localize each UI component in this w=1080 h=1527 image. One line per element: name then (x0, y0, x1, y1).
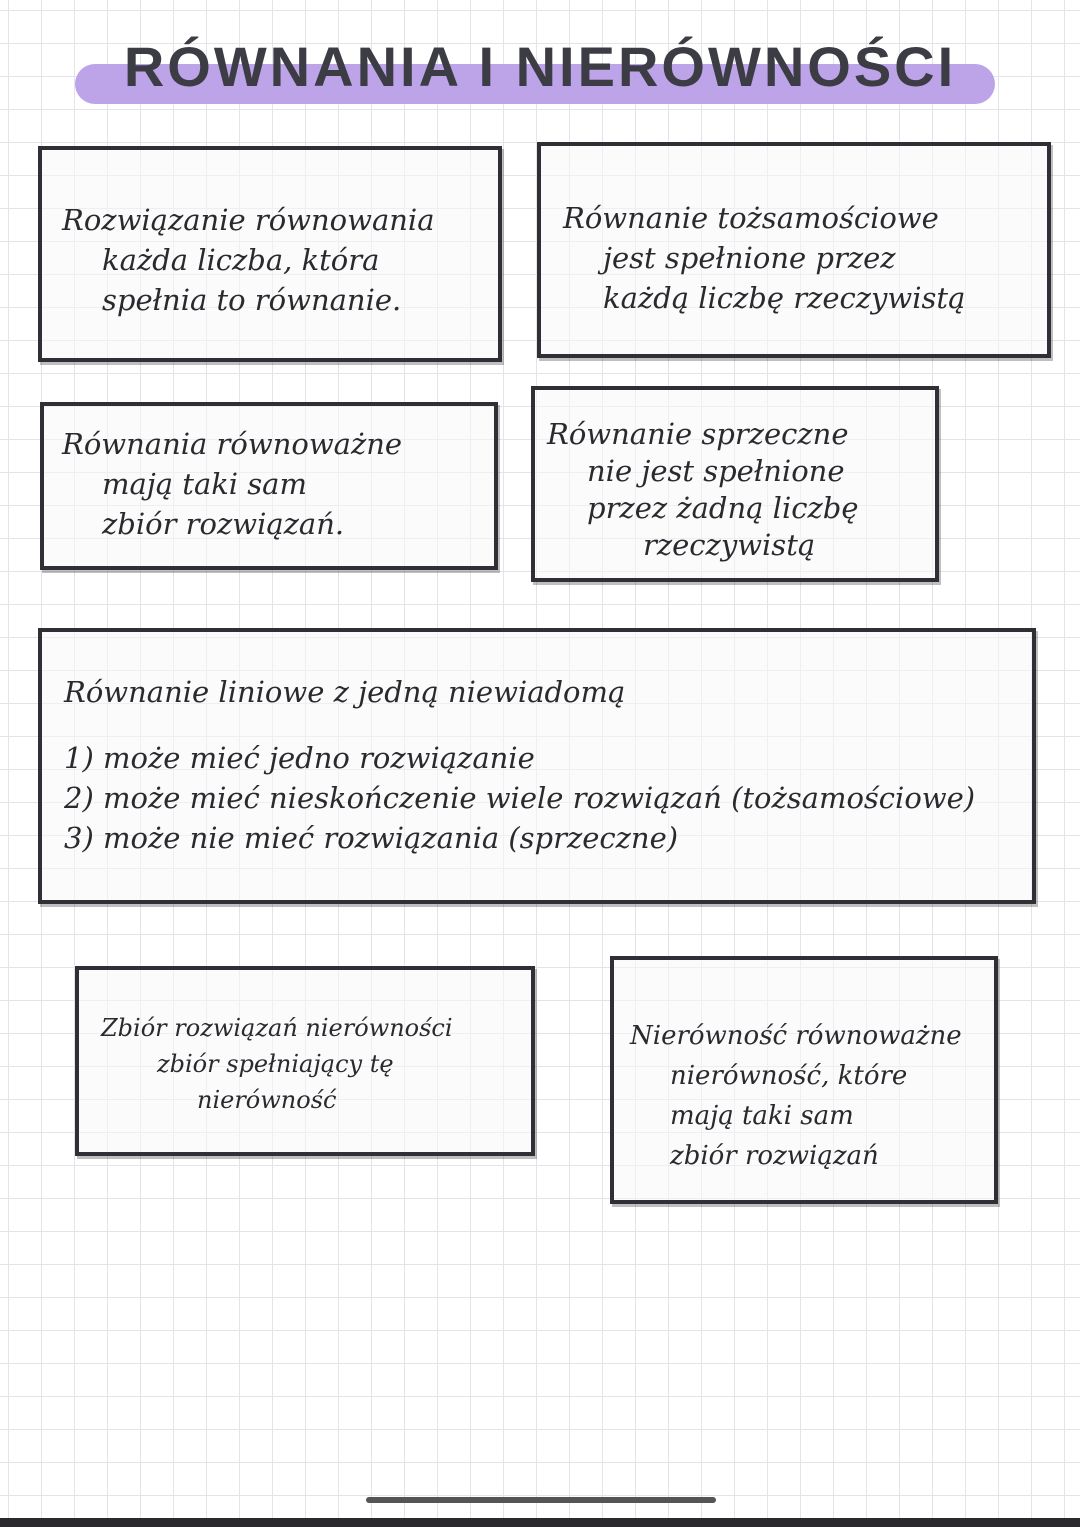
box-line: każdą liczbę rzeczywistą (603, 281, 966, 315)
solution-definition-box (38, 146, 502, 362)
box-line: Nierówność równoważne (630, 1021, 962, 1051)
linear-equation-box (38, 628, 1036, 904)
identity-equation-box (537, 142, 1051, 358)
linear-item: 2) może mieć nieskończenie wiele rozwiązań (tożsamościowe) (64, 781, 976, 815)
box-line: Rozwiązanie równowania (62, 203, 435, 237)
linear-heading: Równanie liniowe z jedną niewiadomą (64, 675, 626, 709)
home-indicator[interactable] (366, 1497, 716, 1503)
title-text: RÓWNANIA I NIERÓWNOŚCI (123, 35, 957, 98)
linear-item: 1) może mieć jedno rozwiązanie (64, 741, 535, 775)
box-line: spełnia to równanie. (102, 283, 402, 317)
box-line: nierówność (197, 1086, 337, 1114)
box-line: przez żadną liczbę (587, 491, 859, 525)
box-line: jest spełnione przez (603, 241, 896, 275)
equivalent-inequalities-box (610, 956, 998, 1204)
box-line: Równania równoważne (62, 427, 403, 461)
box-line: nierówność, które (670, 1061, 908, 1091)
equivalent-equations-box (40, 402, 498, 570)
box-line: mają taki sam (670, 1101, 854, 1131)
linear-item: 3) może nie mieć rozwiązania (sprzeczne) (64, 821, 679, 855)
box-line: każda liczba, która (102, 243, 380, 277)
box-line: zbiór rozwiązań (670, 1141, 879, 1171)
box-line: Równanie tożsamościowe (563, 201, 939, 235)
inequality-solution-set-box (75, 966, 535, 1156)
box-line: mają taki sam (102, 467, 307, 501)
box-line: zbiór rozwiązań. (102, 507, 345, 541)
box-line: rzeczywistą (643, 528, 816, 562)
contradictory-equation-box (531, 386, 939, 582)
device-bottom-edge (0, 1518, 1080, 1527)
box-line: Zbiór rozwiązań nierówności (101, 1014, 453, 1042)
box-line: Równanie sprzeczne (547, 417, 849, 451)
box-line: nie jest spełnione (587, 454, 845, 488)
box-line: zbiór spełniający tę (157, 1050, 394, 1078)
page-title (0, 22, 1080, 112)
